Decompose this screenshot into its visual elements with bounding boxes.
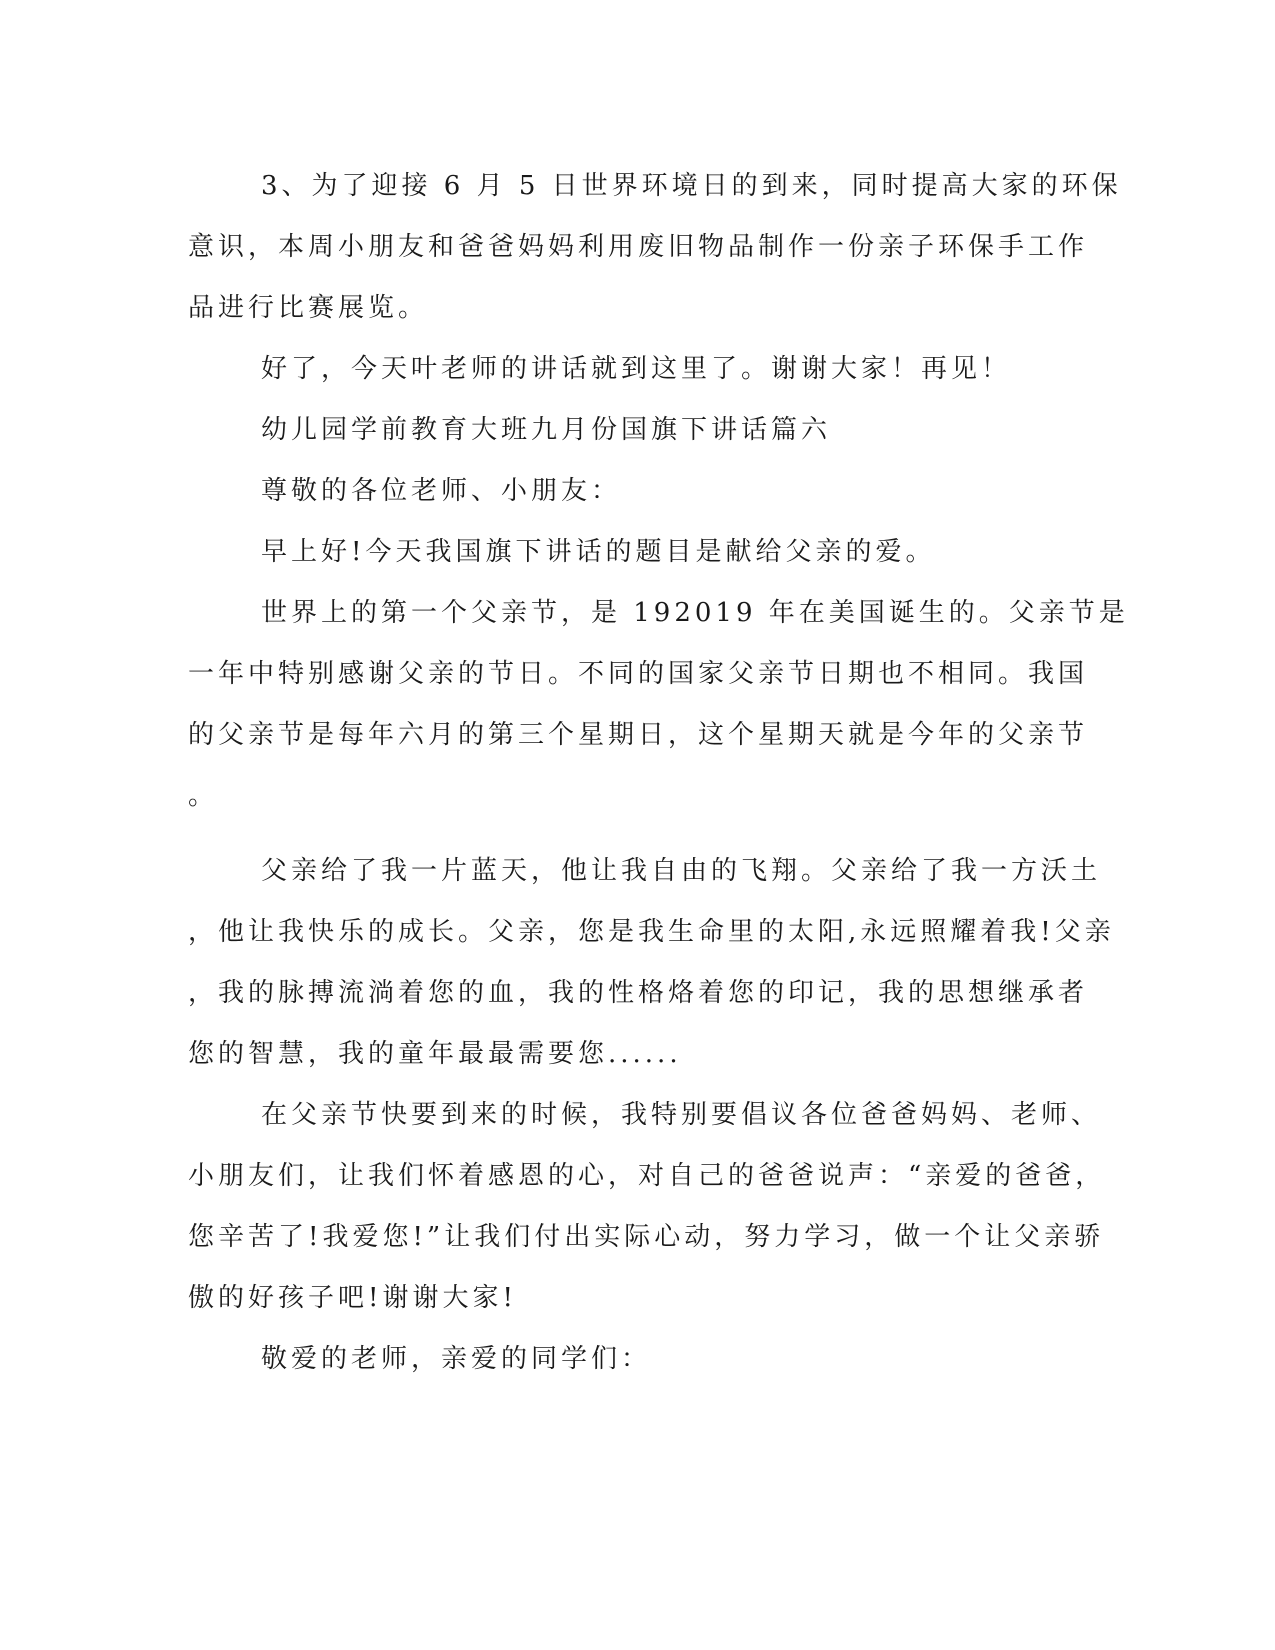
paragraph-father-praise xyxy=(188,841,1115,1085)
paragraph-next-greeting xyxy=(188,1329,1068,1390)
paragraph-closing xyxy=(188,339,1068,400)
paragraph-line: 小朋友们，让我们怀着感恩的心，对自己的爸爸说声：“亲爱的爸爸， xyxy=(188,1161,1106,1191)
paragraph-line: 敬爱的老师，亲爱的同学们： xyxy=(261,1344,652,1374)
paragraph-line: 父亲给了我一片蓝天，他让我自由的飞翔。父亲给了我一方沃土 xyxy=(261,856,1102,886)
document-body xyxy=(188,156,1129,1390)
paragraph-line: ，我的脉搏流淌着您的血，我的性格烙着您的印记，我的思想继承者 xyxy=(188,978,1089,1008)
paragraph-line: 品进行比赛展览。 xyxy=(188,293,429,323)
paragraph-greeting xyxy=(188,461,1068,522)
paragraph-topic xyxy=(188,522,1068,583)
paragraph-line: 3、为了迎接 6 月 5 日世界环境日的到来，同时提高大家的环保 xyxy=(261,171,1122,201)
paragraph-line: 的父亲节是每年六月的第三个星期日，这个星期天就是今年的父亲节 xyxy=(188,720,1089,750)
paragraph-line: 意识，本周小朋友和爸爸妈妈利用废旧物品制作一份亲子环保手工作 xyxy=(188,232,1089,262)
paragraph-line: 在父亲节快要到来的时候，我特别要倡议各位爸爸妈妈、老师、 xyxy=(261,1100,1102,1130)
paragraph-line: 您辛苦了!我爱您!”让我们付出实际心动，努力学习，做一个让父亲骄 xyxy=(188,1222,1105,1252)
section-title-text: 幼儿园学前教育大班九月份国旗下讲话篇六 xyxy=(261,415,832,445)
paragraph-line: 您的智慧，我的童年最最需要您...... xyxy=(188,1039,682,1069)
paragraph-gap xyxy=(188,827,1068,841)
paragraph-line: 。 xyxy=(188,781,219,811)
section-title xyxy=(188,400,1068,461)
paragraph-line: 早上好!今天我国旗下讲话的题目是献给父亲的爱。 xyxy=(261,537,936,567)
paragraph-proposal xyxy=(188,1085,1106,1329)
paragraph-line: 尊敬的各位老师、小朋友： xyxy=(261,476,622,506)
paragraph-line: 好了，今天叶老师的讲话就到这里了。谢谢大家！再见！ xyxy=(261,354,1012,384)
paragraph-environment-day xyxy=(188,156,1122,339)
paragraph-fathers-day-history xyxy=(188,583,1129,827)
paragraph-line: 一年中特别感谢父亲的节日。不同的国家父亲节日期也不相同。我国 xyxy=(188,659,1089,689)
paragraph-line: ，他让我快乐的成长。父亲，您是我生命里的太阳,永远照耀着我!父亲 xyxy=(188,917,1115,947)
paragraph-line: 世界上的第一个父亲节，是 192019 年在美国诞生的。父亲节是 xyxy=(261,598,1129,628)
paragraph-line: 傲的好孩子吧!谢谢大家! xyxy=(188,1283,517,1313)
